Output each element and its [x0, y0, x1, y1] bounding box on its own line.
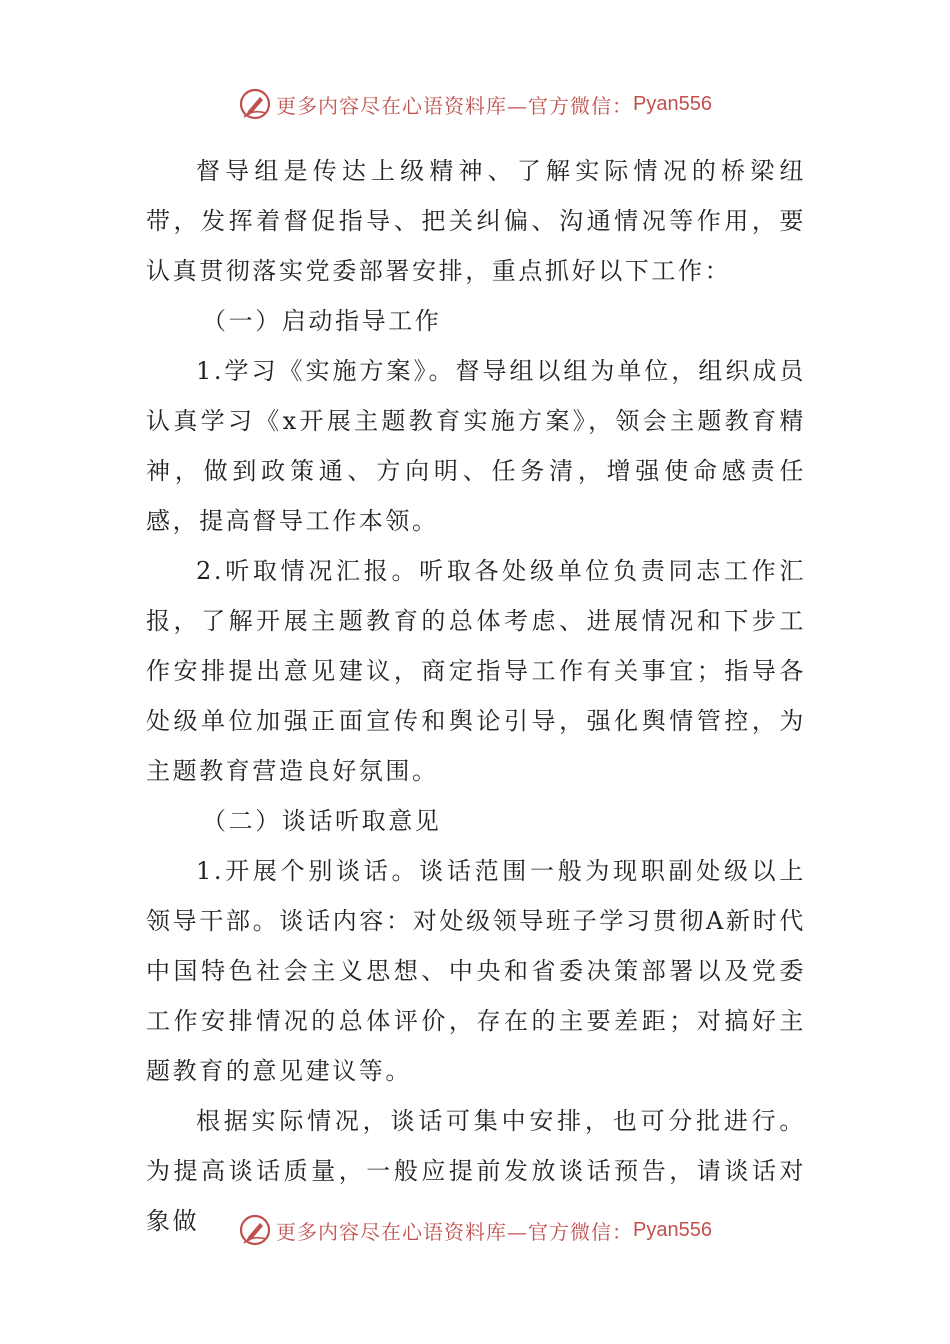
section-heading-1: （一）启动指导工作 [202, 307, 442, 335]
footer-watermark [0, 1210, 950, 1250]
paragraph-talk-arrangement: 根据实际情况，谈话可集中安排，也可分批进行。为提高谈话质量，一般应提前发放谈话预告，请谈话对象做 [146, 1107, 806, 1235]
pen-logo-icon [238, 87, 272, 121]
watermark-handle: Pyan556 [633, 92, 712, 115]
section-heading-2: （二）谈话听取意见 [202, 807, 442, 835]
paragraph-listen-report: 2.听取情况汇报。听取各处级单位负责同志工作汇报，了解开展主题教育的总体考虑、进展情况和下步工作安排提出意见建议，商定指导工作有关事宜；指导各处级单位加强正面宣传和舆论引导，强化舆情管控，为主题教育营造良好氛围。 [146, 557, 806, 785]
header-watermark [0, 84, 950, 124]
paragraph-study-plan: 1.学习《实施方案》。督导组以组为单位，组织成员认真学习《x开展主题教育实施方案》，领会主题教育精神，做到政策通、方向明、任务清，增强使命感责任感，提高督导工作本领。 [146, 357, 806, 535]
pen-logo-icon [238, 1213, 272, 1247]
watermark-text: 更多内容尽在心语资料库—官方微信： [276, 93, 634, 118]
intro-paragraph: 督导组是传达上级精神、了解实际情况的桥梁纽带，发挥着督促指导、把关纠偏、沟通情况等作用，要认真贯彻落实党委部署安排，重点抓好以下工作： [146, 157, 806, 285]
watermark-text: 更多内容尽在心语资料库—官方微信： [276, 1219, 634, 1244]
paragraph-individual-talk: 1.开展个别谈话。谈话范围一般为现职副处级以上领导干部。谈话内容：对处级领导班子学习贯彻A新时代中国特色社会主义思想、中央和省委决策部署以及党委工作安排情况的总体评价，存在的主要差距；对搞好主题教育的意见建议等。 [146, 857, 806, 1085]
document-body [146, 146, 806, 1246]
watermark-handle: Pyan556 [633, 1218, 712, 1241]
